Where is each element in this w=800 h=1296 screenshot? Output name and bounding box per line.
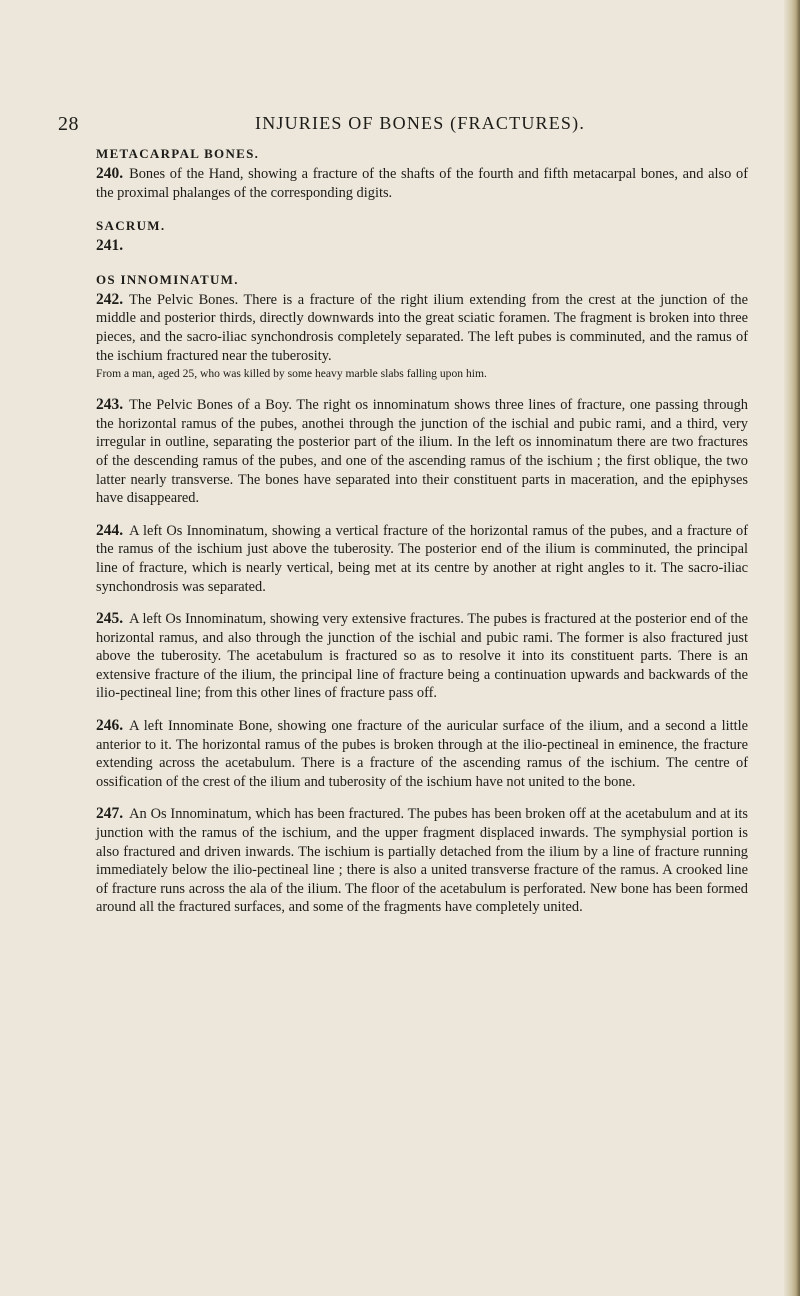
catalogue-entry-241 [96, 237, 748, 256]
catalogue-entry-244 [96, 522, 748, 596]
entry-text: A left Innominate Bone, showing one fracture of the auricular surface of the ilium, and a second a little anterior to it. The horizontal ramus of the pubes is broken through at the ilio-pectineal in eminence, the fracture extending across the acetabulum. There is a fracture of the ascending ramus of the ischium. The centre of ossification of the crest of the ilium and tuberosity of the ischium have not united to the bone. [96, 718, 748, 790]
section-heading-metacarpal: METACARPAL BONES. [96, 146, 260, 161]
entry-text: The Pelvic Bones. There is a fracture of the right ilium extending from the crest at the junction of the middle and posterior thirds, directly downwards into the great sciatic foramen. The fragment is broken into three pieces, and the sacro-iliac synchondrosis completely separated. The left pubes is comminuted, and the ramus of the ischium fractured near the tuberosity. [96, 291, 748, 364]
catalogue-entry-246 [96, 717, 748, 791]
catalogue-entry-240 [96, 165, 748, 202]
entry-number: 244. [96, 521, 124, 539]
running-head: INJURIES OF BONES (FRACTURES). [255, 113, 586, 133]
entry-text: A left Os Innominatum, showing very extensive fractures. The pubes is fractured at the posterior end of the horizontal ramus, and also through the junction of the ischial and pubic rami. The former is also fractured just above the tuberosity. The acetabulum is fractured so as to resolve it into its constituent parts. There is an extensive fracture of the ilium, the principal line of fracture being a continuation upwards and backwards of the ilio-pectineal line; from this other lines of fracture pass off. [96, 611, 748, 702]
entry-number: 242. [96, 290, 124, 308]
entry-number: 243. [96, 396, 124, 414]
entry-text: The Pelvic Bones of a Boy. The right os innominatum shows three lines of fracture, one passing through the horizontal ramus of the pubes, anothei through the junction of the ischial and pubic rami, and a third, very irregular in outline, separating the posterior part of the ilium. In the left os innominatum there are two fractures of the descending ramus of the pubes, and one of the ascending ramus of the ischium ; the first oblique, the two latter nearly transverse. The bones have separated into their constituent parts in maceration, and the epiphyses have disappeared. [96, 397, 748, 507]
entry-text: An Os Innominatum, which has been fractured. The pubes has been broken off at the acetabulum and at its junction with the ramus of the ischium, and the upper fragment displaced inwards. The symphysial portion is also fractured and driven inwards. The ischium is partially detached from the ilium by a line of fracture running immediately below the ilio-pectineal line ; there is also a united transverse fracture of the ramus. A crooked line of fracture runs across the ala of the ilium. The floor of the acetabulum is perforated. New bone has been formed around all the fractured surfaces, and some of the fragments have completely united. [96, 806, 748, 916]
page-header [58, 113, 748, 137]
entry-number: 241. [96, 237, 124, 255]
page-number: 28 [58, 113, 79, 135]
catalogue-entry-242 [96, 291, 748, 365]
entry-number: 245. [96, 610, 124, 628]
specimen-note: From a man, aged 25, who was killed by some heavy marble slabs falling upon him. [96, 367, 487, 381]
section-heading-sacrum: SACRUM. [96, 218, 166, 234]
entry-text: Bones of the Hand, showing a fracture of the shafts of the fourth and fifth metacarpal bones, and also of the proximal phalanges of the corresponding digits. [96, 166, 748, 201]
page-edge-shadow [784, 0, 800, 1296]
entry-text: A left Os Innominatum, showing a vertical fracture of the horizontal ramus of the pubes, and a fracture of the ramus of the ischium just above the tuberosity. The posterior end of the ilium is comminuted, the principal line of fracture, which is nearly vertical, being met at its centre by another at right angles to it. The sacro-iliac synchondrosis was separated. [96, 522, 748, 595]
catalogue-entry-247 [96, 805, 748, 917]
catalogue-entry-243 [96, 396, 748, 508]
entry-number: 247. [96, 805, 124, 823]
entry-number: 246. [96, 717, 124, 735]
entry-number: 240. [96, 165, 124, 182]
catalogue-entry-245 [96, 610, 748, 703]
page-body [96, 145, 748, 917]
section-heading-innominatum: OS INNOMINATUM. [96, 271, 239, 287]
